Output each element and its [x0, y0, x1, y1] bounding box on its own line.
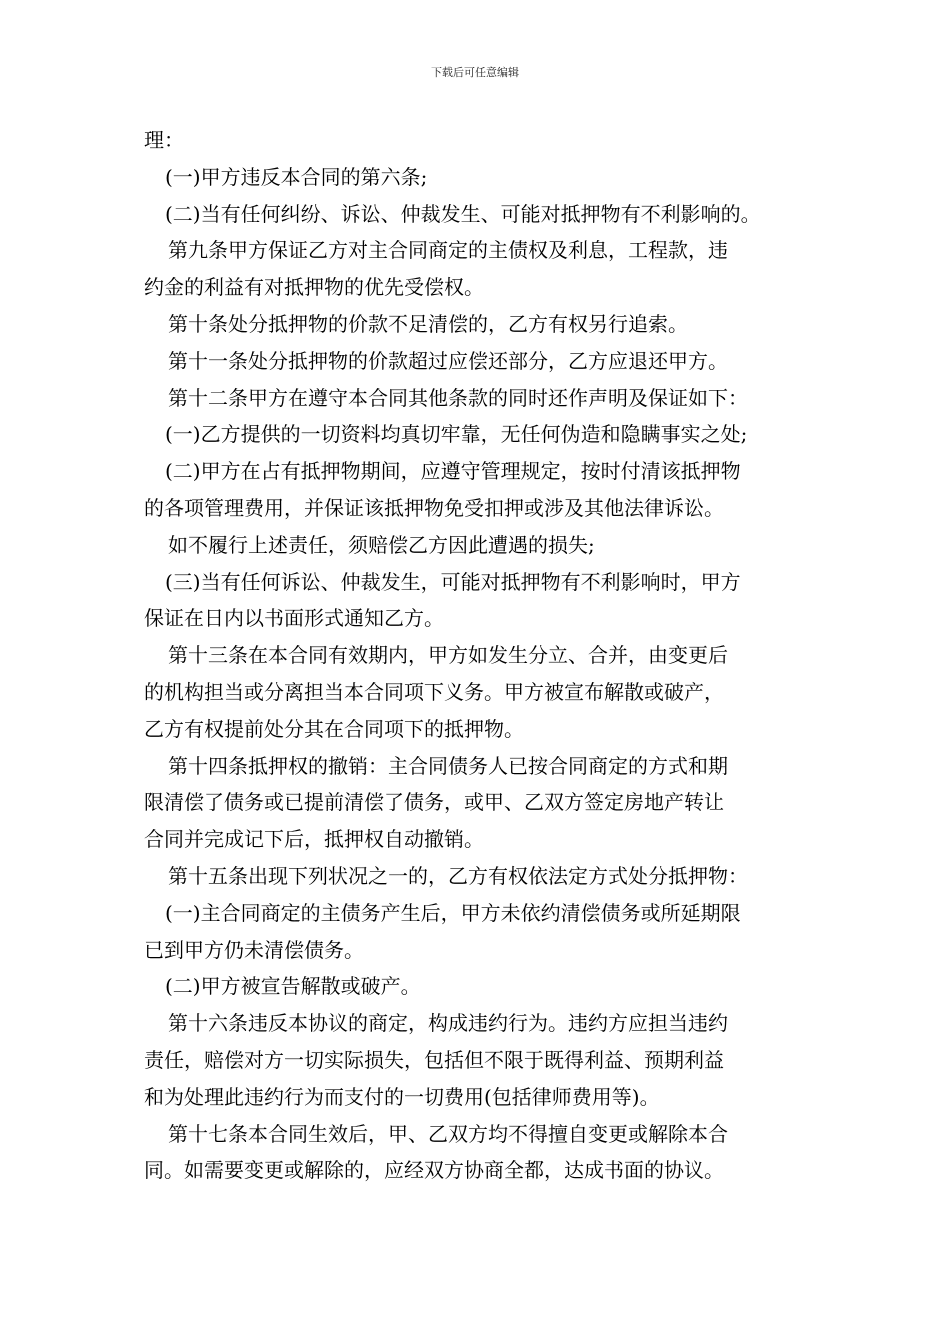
text-line: (二)甲方被宣告解散或破产。	[165, 974, 421, 999]
text-line: 的机构担当或分离担当本合同项下义务。甲方被宣布解散或破产，	[144, 679, 724, 704]
text-line: 和为处理此违约行为而支付的一切费用(包括律师费用等)。	[144, 1084, 660, 1109]
text-line: 如不履行上述责任，须赔偿乙方因此遭遇的损失;	[168, 532, 595, 557]
text-line: 保证在日内以书面形式通知乙方。	[144, 606, 444, 631]
text-line: 的各项管理费用，并保证该抵押物免受扣押或涉及其他法律诉讼。	[144, 495, 724, 520]
text-line: (二)甲方在占有抵押物期间，应遵守管理规定，按时付清该抵押物	[165, 459, 741, 484]
text-line: 第十四条抵押权的撤销：主合同债务人已按合同商定的方式和期	[168, 753, 728, 778]
text-line: (一)主合同商定的主债务产生后，甲方未依约清偿债务或所延期限	[165, 900, 741, 925]
text-line: (三)当有任何诉讼、仲裁发生，可能对抵押物有不利影响时，甲方	[165, 569, 741, 594]
text-line: (二)当有任何纠纷、诉讼、仲裁发生、可能对抵押物有不利影响的。	[165, 201, 761, 226]
text-line: 责任，赔偿对方一切实际损失，包括但不限于既得利益、预期利益	[144, 1047, 724, 1072]
text-line: 第九条甲方保证乙方对主合同商定的主债权及利息，工程款，违	[168, 238, 728, 263]
text-line: 限清偿了债务或已提前清偿了债务，或甲、乙双方签定房地产转让	[144, 790, 724, 815]
text-line: 第十一条处分抵押物的价款超过应偿还部分，乙方应退还甲方。	[168, 348, 728, 373]
text-line: 乙方有权提前处分其在合同项下的抵押物。	[144, 716, 524, 741]
text-line: 第十六条违反本协议的商定，构成违约行为。违约方应担当违约	[168, 1011, 728, 1036]
text-line: (一)乙方提供的一切资料均真切牢靠，无任何伪造和隐瞒事实之处;	[165, 422, 748, 447]
text-line: 合同并完成记下后，抵押权自动撤销。	[144, 827, 484, 852]
text-line: 第十条处分抵押物的价款不足清偿的，乙方有权另行追索。	[168, 311, 688, 336]
text-line: 第十三条在本合同有效期内，甲方如发生分立、合并，由变更后	[168, 643, 728, 668]
document-body	[144, 122, 824, 1189]
text-line: 约金的利益有对抵押物的优先受偿权。	[144, 275, 484, 300]
text-line: 同。如需要变更或解除的，应经双方协商全都，达成书面的协议。	[144, 1158, 724, 1183]
text-line: 第十七条本合同生效后，甲、乙双方均不得擅自变更或解除本合	[168, 1121, 728, 1146]
text-line: (一)甲方违反本合同的第六条;	[165, 164, 428, 189]
text-line: 已到甲方仍未清偿债务。	[144, 937, 364, 962]
text-line: 第十五条出现下列状况之一的，乙方有权依法定方式处分抵押物：	[168, 863, 748, 888]
text-line: 理：	[144, 128, 184, 152]
page-header: 下载后可任意编辑	[431, 66, 519, 79]
text-line: 第十二条甲方在遵守本合同其他条款的同时还作声明及保证如下：	[168, 385, 748, 410]
